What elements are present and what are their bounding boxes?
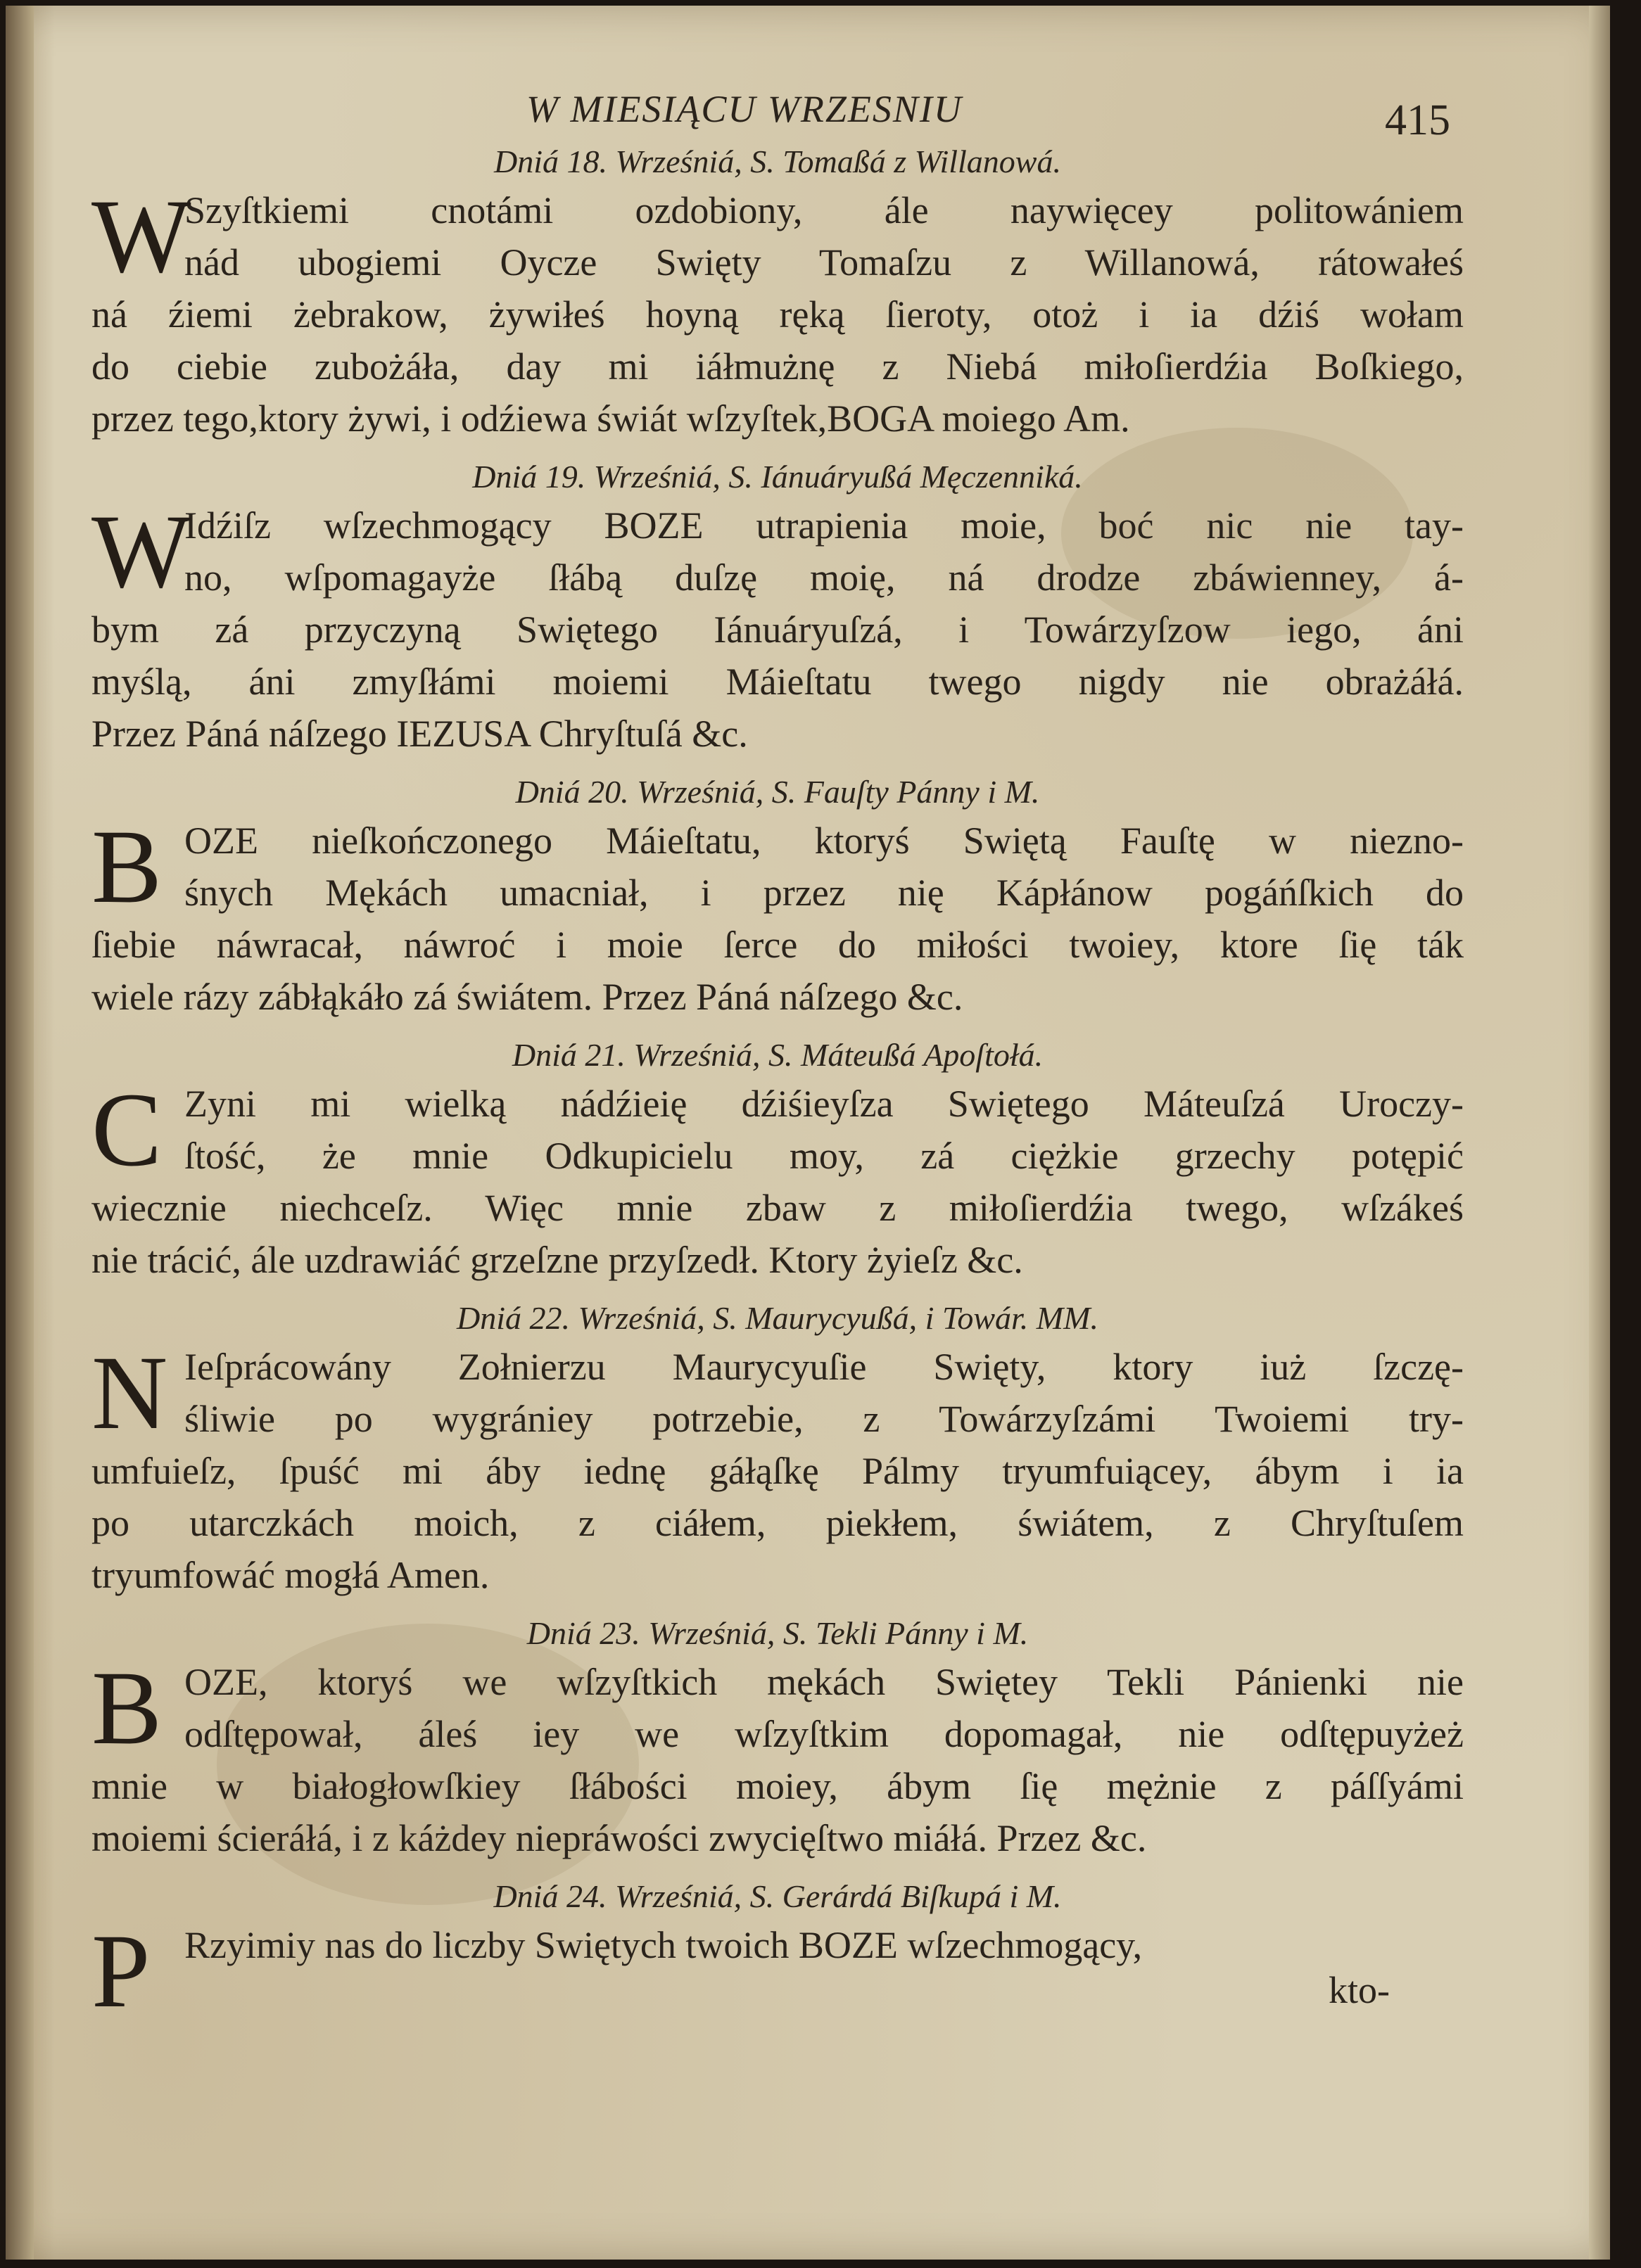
text-line: ná źiemi żebrakow, żywiłeś hoyną ręką ſieroty, otoż i ia dźiś wołam [91, 293, 1464, 336]
text-line: ſiebie náwracał, náwroć i moie ſerce do miłości twoiey, ktore ſię ták [91, 924, 1464, 966]
drop-cap: W [91, 178, 191, 295]
text-line: nie trácić, ále uzdrawiáć grzeſzne przyſzedł. Ktory żyieſz &c. [91, 1239, 1023, 1281]
text-line: OZE nieſkończonego Máieſtatu, ktoryś Swiętą Fauſtę w niezno- [184, 820, 1464, 862]
drop-cap: W [91, 493, 191, 610]
text-line: ſtość, że mnie Odkupicielu moy, zá ciężkie grzechy potępić [184, 1135, 1464, 1177]
running-title: W MIESIĄCU WRZESNIU [526, 88, 963, 130]
day-heading: Dniá 22. Wrześniá, S. Maurycyußá, i Towár. MM. [457, 1300, 1098, 1336]
prayer-paragraph [91, 493, 1464, 760]
text-line: śnych Mękách umacniał, i przez nię Kápłánow pogáńſkich do [184, 872, 1464, 914]
text-line: Idźiſz wſzechmogący BOZE utrapienia moie, boć nic nie tay- [184, 504, 1464, 547]
text-line: śliwie po wygrániey potrzebie, z Towárzyſzámi Twoiemi try- [184, 1398, 1464, 1440]
prayer-paragraph [91, 808, 1464, 1023]
book-page [6, 6, 1610, 2260]
catchword: kto- [1329, 1969, 1390, 2011]
text-line: Zyni mi wielką nádźieię dźiśieyſza Swiętego Máteuſzá Uroczy- [184, 1083, 1464, 1125]
text-line: umfuieſz, ſpuść mi áby iednę gáłąſkę Pálmy tryumfuiącey, ábym i ia [91, 1450, 1464, 1492]
text-line: nád ubogiemi Oycze Swięty Tomaſzu z Willanowá, rátowałeś [184, 241, 1464, 284]
book-binding-shadow [6, 6, 34, 2260]
prayer-text-block [91, 139, 1464, 2030]
drop-cap: C [91, 1071, 163, 1188]
day-heading: Dniá 20. Wrześniá, S. Fauſty Pánny i M. [515, 774, 1040, 810]
drop-cap: B [91, 1650, 163, 1766]
text-line: Szyſtkiemi cnotámi ozdobiony, ále naywięcey politowániem [184, 189, 1464, 231]
text-line: po utarczkách moich, z ciáłem, piekłem, świátem, z Chryſtuſem [91, 1502, 1464, 1544]
text-line: moiemi ścieráłá, i z káżdey niepráwości zwycięſtwo miáłá. Przez &c. [91, 1817, 1147, 1859]
text-line: do ciebie zubożáła, day mi iáłmużnę z Niebá miłoſierdźia Boſkiego, [91, 345, 1464, 388]
page-edge [1589, 6, 1610, 2260]
text-line: mnie w białogłowſkiey ſłábości moiey, ábym ſię mężnie z páſſyámi [91, 1765, 1464, 1807]
prayer-paragraph [91, 178, 1464, 445]
text-line: odſtępował, áleś iey we wſzyſtkim dopomagał, nie odſtępuyżeż [184, 1713, 1464, 1755]
drop-cap: B [91, 808, 163, 925]
prayer-paragraph [91, 1650, 1464, 1864]
day-heading: Dniá 21. Wrześniá, S. Máteußá Apoſtołá. [512, 1037, 1044, 1073]
day-heading: Dniá 18. Wrześniá, S. Tomaßá z Willanowá. [494, 144, 1061, 179]
text-line: no, wſpomagayże ſłábą duſzę moię, ná drodze zbáwienney, á- [184, 556, 1464, 599]
text-line: Ieſprácowány Zołnierzu Maurycyuſie Swięty, ktory iuż ſzczę- [184, 1346, 1464, 1388]
prayer-paragraph [91, 1071, 1464, 1286]
text-line: przez tego,ktory żywi, i odźiewa świát wſzyſtek,BOGA moiego Am. [91, 397, 1130, 440]
drop-cap: N [91, 1334, 168, 1451]
text-line: tryumfowáć mogłá Amen. [91, 1554, 490, 1596]
page-number: 415 [1385, 96, 1450, 144]
text-line: Przez Páná náſzego IEZUSA Chryſtuſá &c. [91, 713, 748, 755]
day-heading: Dniá 19. Wrześniá, S. Iánuáryußá Męczenniká. [472, 459, 1083, 495]
text-line: wiele rázy zábłąkáło zá świátem. Przez Páná náſzego &c. [91, 976, 963, 1018]
text-line: myślą, áni zmyſłámi moiemi Máieſtatu twego nigdy nie obrażáłá. [91, 661, 1464, 703]
text-line: Rzyimiy nas do liczby Swiętych twoich BOZE wſzechmogący, [184, 1924, 1143, 1966]
page-header [6, 82, 1610, 145]
day-heading: Dniá 24. Wrześniá, S. Gerárdá Biſkupá i M. [493, 1878, 1062, 1914]
text-line: bym zá przyczyną Swiętego Iánuáryuſzá, i Towárzyſzow iego, áni [91, 609, 1464, 651]
day-heading: Dniá 23. Wrześniá, S. Tekli Pánny i M. [526, 1615, 1029, 1651]
prayer-paragraph [91, 1334, 1464, 1601]
drop-cap: P [91, 1913, 151, 2030]
text-line: wiecznie niechceſz. Więc mnie zbaw z miłoſierdźia twego, wſzákeś [91, 1187, 1464, 1229]
text-line: OZE, ktoryś we wſzyſtkich mękách Swiętey Tekli Pánienki nie [184, 1661, 1464, 1703]
